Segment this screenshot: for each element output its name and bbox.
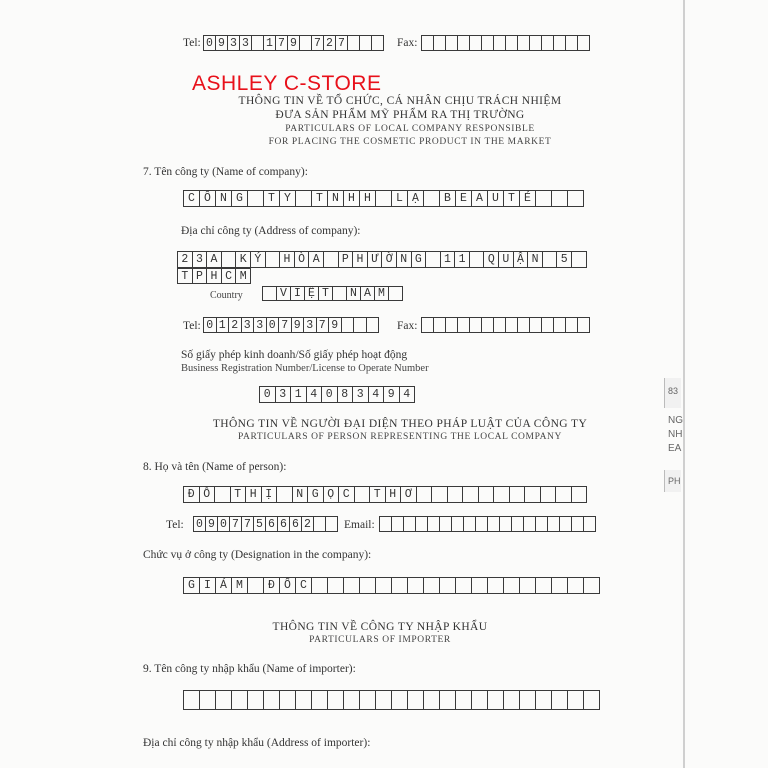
char-box: 1	[455, 251, 470, 268]
char-box	[504, 690, 520, 710]
char-box	[348, 35, 360, 51]
char-box	[344, 690, 360, 710]
char-box	[446, 317, 458, 333]
char-box: 4	[369, 386, 385, 403]
char-box	[266, 251, 281, 268]
char-box	[488, 577, 504, 594]
char-box	[324, 251, 339, 268]
char-box	[344, 577, 360, 594]
char-box	[456, 577, 472, 594]
person-email-boxes	[379, 516, 596, 532]
person-tel-label: Tel:	[166, 519, 184, 531]
char-box: Ậ	[514, 251, 529, 268]
char-box: T	[370, 486, 386, 503]
char-box: 7	[279, 317, 292, 333]
char-box	[584, 690, 600, 710]
char-box: H	[246, 486, 262, 503]
char-box: 9	[206, 516, 218, 532]
person-title-en: PARTICULARS OF PERSON REPRESENTING THE LOCAL COMPANY	[238, 432, 562, 442]
char-box: T	[319, 286, 333, 301]
company-tel-boxes	[203, 317, 379, 333]
char-box: H	[280, 251, 295, 268]
char-box: 3	[254, 317, 267, 333]
char-box: L	[392, 190, 408, 207]
char-box: Đ	[184, 486, 200, 503]
country-boxes	[262, 286, 403, 301]
char-box	[568, 690, 584, 710]
importer-title-en: PARTICULARS OF IMPORTER	[309, 635, 451, 645]
char-box: H	[344, 190, 360, 207]
char-box: 0	[267, 317, 280, 333]
char-box: G	[308, 486, 324, 503]
char-box	[416, 516, 428, 532]
char-box	[479, 486, 495, 503]
char-box: 3	[304, 317, 317, 333]
char-box: C	[296, 577, 312, 594]
char-box: G	[412, 251, 427, 268]
char-box	[470, 35, 482, 51]
char-box: 7	[230, 516, 242, 532]
char-box	[470, 251, 485, 268]
char-box	[248, 577, 264, 594]
char-box	[376, 577, 392, 594]
char-box: M	[232, 577, 248, 594]
char-box	[456, 690, 472, 710]
char-box	[458, 317, 470, 333]
char-box: 2	[324, 35, 336, 51]
char-box	[434, 317, 446, 333]
char-box	[536, 690, 552, 710]
char-box	[424, 690, 440, 710]
char-box: N	[397, 251, 412, 268]
char-box	[424, 577, 440, 594]
char-box	[500, 516, 512, 532]
char-box: G	[232, 190, 248, 207]
char-box: 7	[242, 516, 254, 532]
char-box	[554, 35, 566, 51]
char-box	[472, 577, 488, 594]
char-box: T	[504, 190, 520, 207]
char-box	[452, 516, 464, 532]
char-box: 1	[291, 386, 307, 403]
char-box	[392, 690, 408, 710]
char-box: É	[520, 190, 536, 207]
char-box: Ờ	[382, 251, 397, 268]
char-box: 0	[204, 35, 216, 51]
char-box	[536, 190, 552, 207]
char-box: Ý	[251, 251, 266, 268]
char-box	[568, 577, 584, 594]
char-box	[518, 317, 530, 333]
top-fax-label: Fax:	[397, 37, 418, 49]
char-box	[392, 577, 408, 594]
company-address-row1	[177, 251, 587, 268]
char-box	[552, 690, 568, 710]
char-box	[506, 317, 518, 333]
char-box: U	[499, 251, 514, 268]
char-box	[380, 516, 392, 532]
char-box: 3	[193, 251, 208, 268]
char-box	[280, 690, 296, 710]
char-box: 2	[178, 251, 193, 268]
char-box	[333, 286, 347, 301]
company-fax-boxes	[421, 317, 590, 333]
char-box: 3	[240, 35, 252, 51]
char-box	[458, 35, 470, 51]
char-box	[200, 690, 216, 710]
char-box	[541, 486, 557, 503]
designation-label: Chức vụ ở công ty (Designation in the company):	[143, 549, 372, 561]
char-box	[566, 317, 578, 333]
char-box: H	[207, 268, 222, 284]
store-watermark: ASHLEY C-STORE	[192, 72, 382, 95]
person-tel-boxes	[193, 516, 338, 532]
char-box	[215, 486, 231, 503]
top-tel-label: Tel:	[183, 37, 201, 49]
char-box	[530, 35, 542, 51]
char-box: H	[386, 486, 402, 503]
overlap-text-4: EA	[668, 443, 682, 454]
char-box	[448, 486, 464, 503]
license-boxes	[259, 386, 415, 403]
char-box	[367, 317, 380, 333]
char-box: I	[200, 577, 216, 594]
local-title-en-1: PARTICULARS OF LOCAL COMPANY RESPONSIBLE	[285, 124, 535, 134]
char-box	[566, 35, 578, 51]
char-box	[392, 516, 404, 532]
char-box: 2	[229, 317, 242, 333]
char-box: I	[291, 286, 305, 301]
overlap-text-5: PH	[668, 476, 681, 486]
char-box	[300, 35, 312, 51]
char-box	[432, 486, 448, 503]
char-box	[328, 690, 344, 710]
char-box: 3	[353, 386, 369, 403]
char-box	[472, 690, 488, 710]
char-box	[408, 577, 424, 594]
char-box	[584, 577, 600, 594]
char-box: A	[207, 251, 222, 268]
char-box	[494, 35, 506, 51]
char-box: H	[353, 251, 368, 268]
char-box: Ơ	[401, 486, 417, 503]
char-box	[578, 35, 590, 51]
overlap-text-3: NH	[668, 429, 683, 440]
char-box: 9	[216, 35, 228, 51]
char-box: 3	[276, 386, 292, 403]
char-box: N	[293, 486, 309, 503]
char-box	[312, 577, 328, 594]
char-box: M	[375, 286, 389, 301]
char-box	[578, 317, 590, 333]
char-box: N	[216, 190, 232, 207]
char-box	[252, 35, 264, 51]
local-title-vi-1: THÔNG TIN VỀ TỔ CHỨC, CÁ NHÂN CHỊU TRÁCH NHIỆM	[238, 95, 562, 107]
char-box	[543, 251, 558, 268]
char-box: T	[264, 190, 280, 207]
char-box	[376, 690, 392, 710]
overlap-text-2: NG	[668, 415, 683, 426]
char-box	[422, 35, 434, 51]
char-box: Y	[280, 190, 296, 207]
char-box: Ư	[368, 251, 383, 268]
company-address-row2	[177, 268, 251, 284]
char-box	[520, 690, 536, 710]
char-box	[417, 486, 433, 503]
top-fax-boxes	[421, 35, 590, 51]
char-box	[476, 516, 488, 532]
char-box: 0	[204, 317, 217, 333]
char-box	[470, 317, 482, 333]
char-box: 7	[276, 35, 288, 51]
char-box: 0	[218, 516, 230, 532]
char-box: 5	[557, 251, 572, 268]
char-box: 7	[317, 317, 330, 333]
char-box: 4	[400, 386, 416, 403]
char-box: 1	[441, 251, 456, 268]
char-box	[548, 516, 560, 532]
char-box	[372, 35, 384, 51]
char-box: E	[456, 190, 472, 207]
char-box	[248, 690, 264, 710]
char-box: A	[361, 286, 375, 301]
char-box	[440, 577, 456, 594]
char-box: C	[339, 486, 355, 503]
importer-name-label: 9. Tên công ty nhập khẩu (Name of importer):	[143, 663, 356, 675]
char-box	[552, 577, 568, 594]
char-box	[506, 35, 518, 51]
char-box	[376, 190, 392, 207]
char-box: A	[309, 251, 324, 268]
char-box: A	[472, 190, 488, 207]
char-box	[328, 577, 344, 594]
char-box	[494, 317, 506, 333]
char-box	[572, 251, 587, 268]
company-name-label: 7. Tên công ty (Name of company):	[143, 166, 308, 178]
person-email-label: Email:	[344, 519, 375, 531]
char-box	[572, 516, 584, 532]
char-box	[424, 190, 440, 207]
char-box	[296, 190, 312, 207]
char-box	[482, 317, 494, 333]
char-box: T	[178, 268, 193, 284]
company-address-label: Địa chỉ công ty (Address of company):	[181, 225, 361, 237]
char-box	[464, 516, 476, 532]
char-box	[446, 35, 458, 51]
char-box	[184, 690, 200, 710]
char-box	[264, 690, 280, 710]
char-box	[536, 577, 552, 594]
char-box	[463, 486, 479, 503]
importer-title-vi: THÔNG TIN VỀ CÔNG TY NHẬP KHẨU	[272, 621, 488, 633]
char-box: M	[236, 268, 251, 284]
char-box	[326, 516, 338, 532]
char-box	[494, 486, 510, 503]
importer-address-label: Địa chỉ công ty nhập khẩu (Address of importer):	[143, 737, 371, 749]
char-box	[222, 251, 237, 268]
char-box	[355, 486, 371, 503]
char-box: T	[231, 486, 247, 503]
char-box: Ố	[280, 577, 296, 594]
char-box: Á	[216, 577, 232, 594]
char-box: P	[193, 268, 208, 284]
char-box: 6	[278, 516, 290, 532]
char-box	[542, 317, 554, 333]
char-box: 1	[217, 317, 230, 333]
char-box	[216, 690, 232, 710]
char-box: 3	[242, 317, 255, 333]
company-name-boxes	[183, 190, 584, 207]
designation-boxes	[183, 577, 600, 594]
char-box: N	[347, 286, 361, 301]
char-box: 9	[288, 35, 300, 51]
char-box: V	[277, 286, 291, 301]
char-box	[524, 516, 536, 532]
char-box	[360, 690, 376, 710]
char-box	[312, 690, 328, 710]
char-box: N	[328, 190, 344, 207]
person-title-vi: THÔNG TIN VỀ NGƯỜI ĐẠI DIỆN THEO PHÁP LUẬT CỦA CÔNG TY	[212, 418, 588, 430]
char-box: 7	[312, 35, 324, 51]
char-box	[568, 190, 584, 207]
char-box: 0	[322, 386, 338, 403]
char-box: N	[528, 251, 543, 268]
char-box	[408, 690, 424, 710]
char-box	[482, 35, 494, 51]
char-box	[422, 317, 434, 333]
char-box	[572, 486, 588, 503]
char-box: H	[360, 190, 376, 207]
char-box	[426, 251, 441, 268]
top-tel-boxes	[203, 35, 384, 51]
char-box	[488, 516, 500, 532]
person-name-label: 8. Họ và tên (Name of person):	[143, 461, 287, 473]
char-box: 4	[307, 386, 323, 403]
char-box: Ỗ	[200, 486, 216, 503]
char-box	[342, 317, 355, 333]
company-tel-label: Tel:	[183, 320, 201, 332]
char-box	[542, 35, 554, 51]
char-box	[428, 516, 440, 532]
char-box: Ọ	[324, 486, 340, 503]
char-box: 9	[292, 317, 305, 333]
char-box	[504, 577, 520, 594]
char-box: Ệ	[305, 286, 319, 301]
char-box	[296, 690, 312, 710]
char-box	[560, 516, 572, 532]
char-box: 8	[338, 386, 354, 403]
char-box	[488, 690, 504, 710]
char-box	[536, 516, 548, 532]
char-box	[584, 516, 596, 532]
char-box	[440, 690, 456, 710]
char-box: Ạ	[408, 190, 424, 207]
char-box: 2	[302, 516, 314, 532]
char-box	[530, 317, 542, 333]
char-box	[510, 486, 526, 503]
char-box: 7	[336, 35, 348, 51]
char-box	[354, 317, 367, 333]
char-box: Đ	[264, 577, 280, 594]
local-title-en-2: FOR PLACING THE COSMETIC PRODUCT IN THE MARKET	[268, 137, 552, 147]
char-box	[525, 486, 541, 503]
license-label-en: Business Registration Number/License to Operate Number	[181, 363, 429, 374]
char-box: C	[184, 190, 200, 207]
char-box: 3	[228, 35, 240, 51]
char-box	[360, 35, 372, 51]
char-box: 9	[384, 386, 400, 403]
page-edge-line	[683, 0, 685, 768]
char-box	[263, 286, 277, 301]
char-box: 6	[266, 516, 278, 532]
char-box: 5	[254, 516, 266, 532]
company-fax-label: Fax:	[397, 320, 418, 332]
char-box	[277, 486, 293, 503]
char-box	[554, 317, 566, 333]
char-box	[440, 516, 452, 532]
char-box: Ò	[295, 251, 310, 268]
local-title-vi-2: ĐƯA SẢN PHẨM MỸ PHẨM RA THỊ TRƯỜNG	[275, 109, 525, 121]
char-box: K	[236, 251, 251, 268]
char-box: 1	[264, 35, 276, 51]
char-box: Q	[484, 251, 499, 268]
char-box: B	[440, 190, 456, 207]
char-box	[360, 577, 376, 594]
char-box: U	[488, 190, 504, 207]
char-box: P	[339, 251, 354, 268]
char-box: G	[184, 577, 200, 594]
overlap-text-1: 83	[668, 386, 679, 396]
char-box	[552, 190, 568, 207]
importer-name-boxes	[183, 690, 600, 710]
char-box	[404, 516, 416, 532]
char-box	[518, 35, 530, 51]
char-box: Ô	[200, 190, 216, 207]
char-box	[512, 516, 524, 532]
char-box	[520, 577, 536, 594]
char-box: 6	[290, 516, 302, 532]
char-box	[556, 486, 572, 503]
char-box: T	[312, 190, 328, 207]
char-box: C	[222, 268, 237, 284]
char-box	[232, 690, 248, 710]
country-label: Country	[210, 290, 243, 301]
license-label-vi: Số giấy phép kinh doanh/Số giấy phép hoạt động	[181, 349, 408, 361]
char-box: 0	[260, 386, 276, 403]
char-box	[389, 286, 403, 301]
char-box	[314, 516, 326, 532]
char-box	[248, 190, 264, 207]
char-box: Ị	[262, 486, 278, 503]
person-name-boxes	[183, 486, 587, 503]
char-box	[434, 35, 446, 51]
char-box: 0	[194, 516, 206, 532]
char-box: 9	[329, 317, 342, 333]
